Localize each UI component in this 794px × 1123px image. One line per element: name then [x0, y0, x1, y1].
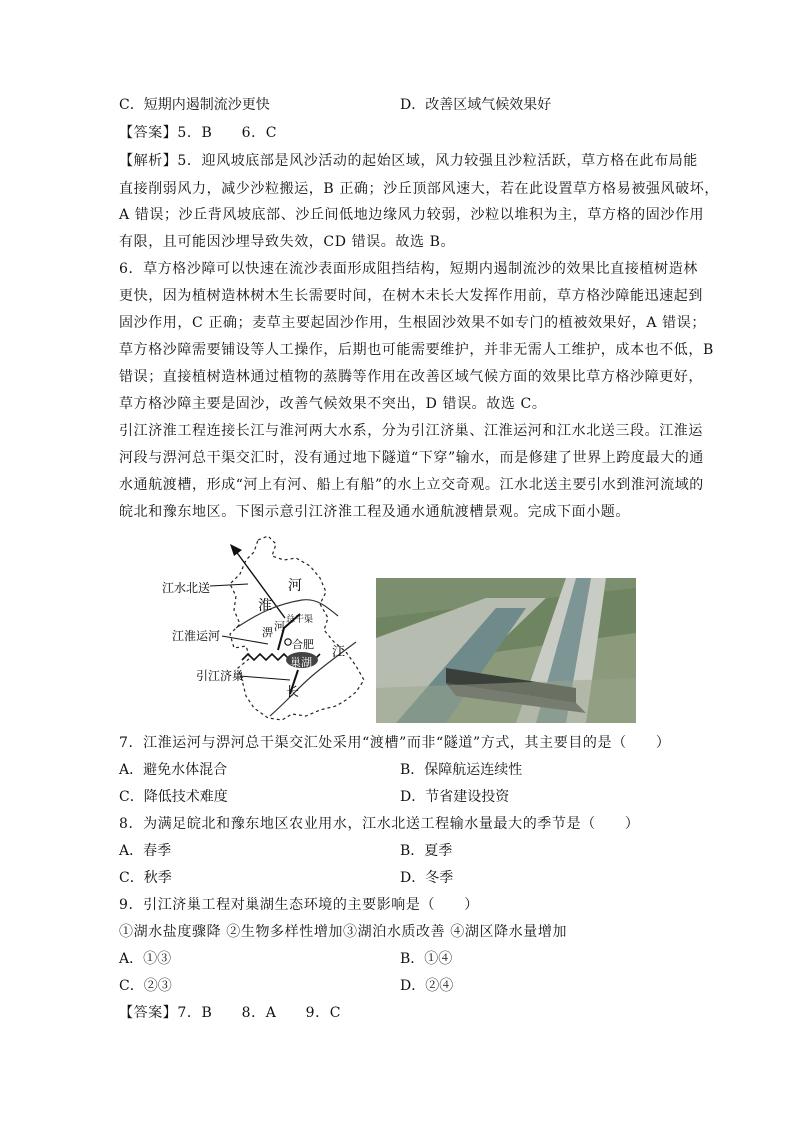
label-north: 江水北送: [162, 581, 211, 595]
intro-line: 皖北和豫东地区。下图示意引江济淮工程及通水通航渡槽景观。完成下面小题。: [119, 504, 630, 520]
analysis-line: 有限，且可能因沙埋导致失效，CD 错误。故选 B。: [119, 234, 456, 250]
q8-option-b: B．夏季: [400, 843, 453, 859]
analysis-line: 更快，因为植树造林树木生长需要时间，在树木未长大发挥作用前，草方格沙障能迅速起到: [119, 288, 703, 304]
intro-line: 水通航渡槽，形成“河上有河、船上有船”的水上立交奇观。江水北送主要引水到淮河流域的: [119, 477, 704, 493]
q9-option-c: C．②③: [119, 978, 172, 994]
q9-option-b: B．①④: [400, 951, 453, 967]
analysis-line: 错误；直接植树造林通过植物的蒸腾等作用在改善区域气候方面的效果比草方格沙障更好，: [119, 369, 703, 385]
question-9-stem: 9．引江济巢工程对巢湖生态环境的主要影响是（ ）: [119, 897, 479, 913]
aqueduct-photo: [376, 578, 636, 723]
label-huai: 淮: [258, 598, 272, 614]
label-chao: 引江济巢: [196, 669, 245, 683]
analysis-line: 固沙作用，C 正确；麦草主要起固沙作用，生根固沙效果不如专门的植被效果好，A 错误；: [119, 315, 706, 331]
option-c: C．短期内遏制流沙更快: [119, 97, 270, 113]
label-huai-he: 河: [288, 578, 302, 594]
label-canal: 江淮运河: [172, 629, 221, 643]
label-jiang: 江: [332, 645, 346, 660]
q7-option-c: C．降低技术难度: [119, 789, 228, 805]
label-chaohu: 巢湖: [290, 656, 312, 669]
q7-option-b: B．保障航运连续性: [400, 762, 523, 778]
question-9-items: ①湖水盐度骤降 ②生物多样性增加③湖泊水质改善 ④湖区降水量增加: [119, 924, 568, 940]
intro-line: 引江济淮工程连接长江与淮河两大水系，分为引江济巢、江淮运河和江水北送三段。江淮运: [119, 423, 703, 439]
hefei-dot: [285, 639, 291, 645]
leader-line: [240, 676, 290, 680]
q9-option-d: D．②④: [400, 978, 454, 994]
label-pi: 淠: [262, 626, 273, 639]
label-chang: 长: [286, 685, 300, 700]
analysis-line: 【解析】5．迎风坡底部是风沙活动的起始区域，风力较强且沙粒活跃，草方格在此布局能: [119, 153, 698, 169]
arrow-head-icon: [230, 544, 242, 556]
question-7-stem: 7．江淮运河与淠河总干渠交汇处采用“渡槽”而非“隧道”方式，其主要目的是（ ）: [119, 735, 671, 751]
q7-option-d: D．节省建设投资: [400, 789, 510, 805]
q8-option-c: C．秋季: [119, 870, 172, 886]
label-zongganqu: 总干渠: [286, 615, 314, 625]
analysis-line: 草方格沙障需要铺设等人工操作，后期也可能需要维护，并非无需人工维护，成本也不低，B: [119, 342, 714, 358]
analysis-line: A 错误；沙丘背风坡底部、沙丘间低地边缘风力较弱，沙粒以堆积为主，草方格的固沙作用: [119, 207, 705, 223]
project-map: [150, 530, 375, 730]
label-pi-he: 河: [274, 620, 285, 633]
answer-line: 【答案】5．B 6．C: [119, 125, 278, 141]
intro-line: 河段与淠河总干渠交汇时，没有通过地下隧道“下穿”输水，而是修建了世界上跨度最大的通: [119, 450, 704, 466]
q8-option-a: A．春季: [119, 843, 172, 859]
analysis-line: 6．草方格沙障可以快速在流沙表面形成阻挡结构，短期内遏制流沙的效果比直接植树造林: [119, 261, 698, 277]
label-hefei: 合肥: [292, 638, 314, 651]
q7-option-a: A．避免水体混合: [119, 762, 228, 778]
analysis-line: 直接削弱风力，减少沙粒搬运，B 正确；沙丘顶部风速大，若在此设置草方格易被强风破坏，: [119, 181, 719, 197]
q9-option-a: A．①③: [119, 951, 172, 967]
answer-line-2: 【答案】7．B 8．A 9．C: [119, 1005, 342, 1021]
leader-line: [210, 584, 248, 586]
option-d: D．改善区域气候效果好: [400, 97, 552, 113]
question-8-stem: 8．为满足皖北和豫东地区农业用水，江水北送工程输水量最大的季节是（ ）: [119, 816, 640, 832]
analysis-line: 草方格沙障主要是固沙，改善气候效果不突出，D 错误。故选 C。: [119, 396, 547, 412]
q8-option-d: D．冬季: [400, 870, 454, 886]
